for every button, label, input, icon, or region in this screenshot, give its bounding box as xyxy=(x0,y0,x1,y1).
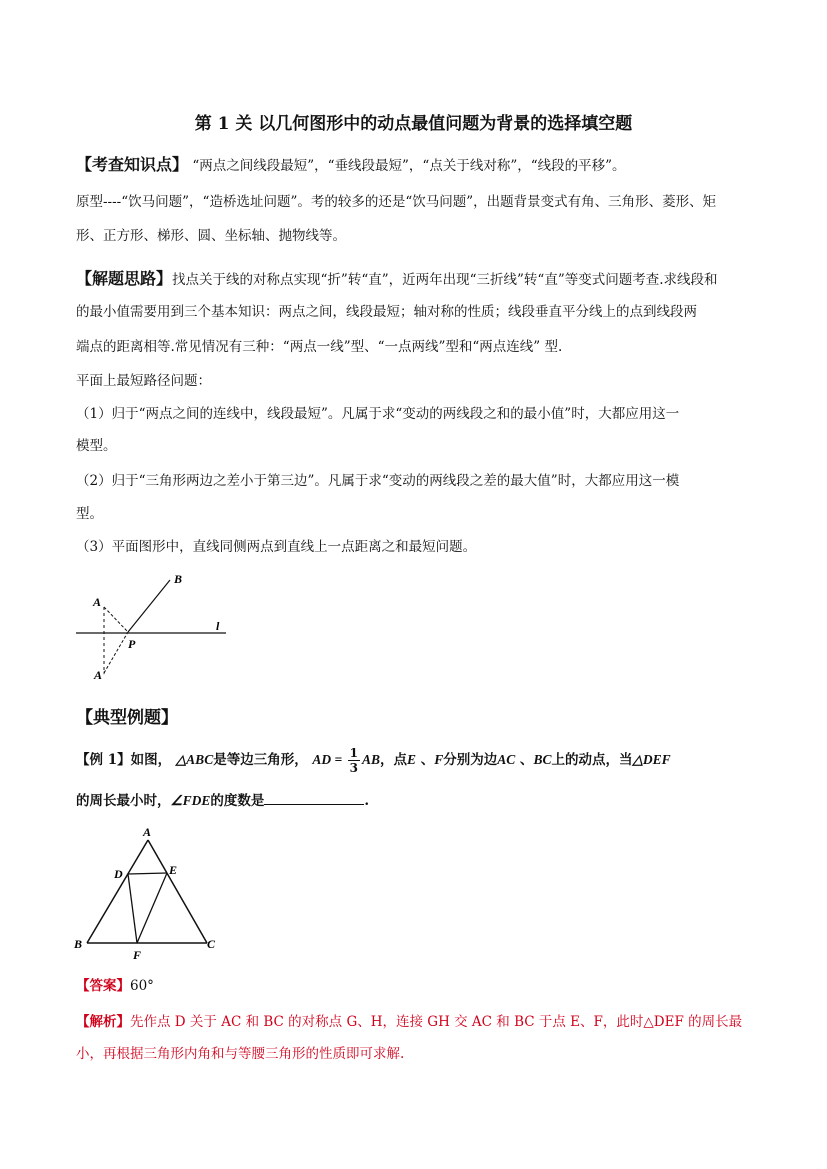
angle-fde: ∠FDE xyxy=(170,793,211,808)
segment-pb xyxy=(128,580,170,632)
answer-section xyxy=(76,972,752,1001)
example-text: 的度数是 xyxy=(210,793,265,809)
approach-section xyxy=(76,264,752,295)
page-title: 第 1 关 以几何图形中的动点最值问题为背景的选择填空题 xyxy=(194,114,633,134)
side-ac xyxy=(148,840,207,943)
segment-a-prime-p xyxy=(104,632,128,673)
segment-ef xyxy=(137,873,167,943)
point-f: F xyxy=(434,752,444,767)
label-e: E xyxy=(169,863,178,877)
label-b: B xyxy=(74,937,83,951)
approach-line-2: 的最小值需要用到三个基本知识：两点之间，线段最短；轴对称的性质；线段垂直平分线上的点到线段两 xyxy=(76,304,697,320)
label-a: A xyxy=(143,825,152,839)
example-text: 如图， xyxy=(130,752,172,768)
example-text: 分别为边 xyxy=(443,752,498,768)
item-2-line-2: 型。 xyxy=(76,506,103,522)
analysis-text-1: 先作点 D 关于 AC 和 BC 的对称点 G、H，连接 GH 交 AC 和 BC 于点 E、F，此时△DEF 的周长最 xyxy=(130,1014,743,1030)
example-text: 的周长最小时， xyxy=(76,793,171,809)
prototype-line-1: 原型----“饮马问题”，“造桥选址问题”。考的较多的还是“饮马问题”，出题背景变式有角、三角形、菱形、矩 xyxy=(76,194,717,210)
example-text: 是等边三角形， xyxy=(213,752,308,768)
side-ab xyxy=(87,840,148,943)
approach-line-3: 端点的距离相等.常见情况有三种：“两点一线”型、“一点两线”型和“两点连线” 型. xyxy=(76,339,563,355)
segment-ap xyxy=(104,607,128,632)
example-text: . xyxy=(364,793,370,809)
reflection-figure xyxy=(70,570,240,685)
label-a-prime: A' xyxy=(94,668,106,682)
example-tag: 【例 1】 xyxy=(76,752,131,768)
answer-value: 60° xyxy=(130,978,154,994)
segment-de xyxy=(128,873,167,874)
example-text: 上的动点，当 xyxy=(551,752,633,768)
sep: 、 xyxy=(416,752,435,768)
example-1-line-2 xyxy=(76,786,752,816)
segment-df xyxy=(128,874,137,943)
fraction-one-third xyxy=(348,746,360,775)
fraction-num: 1 xyxy=(349,746,358,760)
label-p: P xyxy=(128,637,136,651)
sep: 、 xyxy=(515,752,534,768)
examples-heading: 【典型例题】 xyxy=(76,708,178,728)
example-1-line-1 xyxy=(76,744,752,776)
knowledge-text: “两点之间线段最短”，“垂线段最短”，“点关于线对称”，“线段的平移”。 xyxy=(192,158,626,174)
side-bc: BC xyxy=(533,752,552,767)
analysis-line-2: 小，再根据三角形内角和与等腰三角形的性质即可求解. xyxy=(76,1046,405,1062)
analysis-label: 【解析】 xyxy=(76,1014,130,1030)
answer-blank[interactable] xyxy=(264,790,364,805)
label-f: F xyxy=(133,948,142,962)
prototype-line-2: 形、正方形、梯形、圆、坐标轴、抛物线等。 xyxy=(76,228,346,244)
knowledge-section xyxy=(76,150,752,181)
approach-line-1: 找点关于线的对称点实现“折”转“直”，近两年出现“三折线”转“直”等变式问题考查.求线段和 xyxy=(172,272,718,288)
analysis-line-1 xyxy=(76,1008,752,1037)
item-1-line-1: （1）归于“两点之间的连线中，线段最短”。凡属于求“变动的两线段之和的最小值”时，大都应用这一 xyxy=(76,406,680,422)
item-2-line-1: （2）归于“三角形两边之差小于第三边”。凡属于求“变动的两线段之差的最大值”时，大都应用这一模 xyxy=(76,473,680,489)
side-ac: AC xyxy=(497,752,516,767)
answer-label: 【答案】 xyxy=(76,978,130,994)
approach-label: 【解题思路】 xyxy=(76,269,173,288)
triangle-figure xyxy=(70,822,230,962)
shortest-path-intro: 平面上最短路径问题： xyxy=(76,373,211,389)
fraction-den: 3 xyxy=(349,761,358,775)
triangle-def: △DEF xyxy=(632,752,671,767)
knowledge-label: 【考查知识点】 xyxy=(76,155,189,174)
example-text: ，点 xyxy=(379,752,407,768)
item-3: （3）平面图形中，直线同侧两点到直线上一点距离之和最短问题。 xyxy=(76,539,477,555)
label-a: A xyxy=(93,595,102,609)
label-l: l xyxy=(216,619,220,633)
ab-expr: AB xyxy=(361,752,380,767)
point-e: E xyxy=(406,752,416,767)
label-d: D xyxy=(114,867,123,881)
label-c: C xyxy=(207,937,216,951)
ad-expr: AD = xyxy=(312,752,346,767)
label-b: B xyxy=(174,572,183,586)
item-1-line-2: 模型。 xyxy=(76,438,117,454)
triangle-abc: △ABC xyxy=(175,752,214,767)
